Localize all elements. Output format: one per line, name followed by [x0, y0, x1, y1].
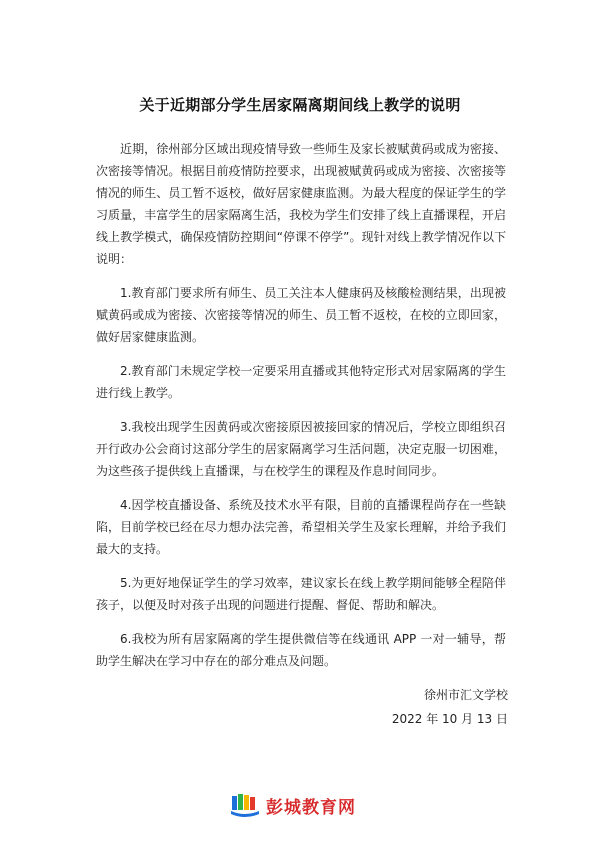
list-item-2: 2.教育部门未规定学校一定要采用直播或其他特定形式对居家隔离的学生进行线上教学。	[96, 364, 506, 400]
list-item-1: 1.教育部门要求所有师生、员工关注本人健康码及核酸检测结果，出现被赋黄码或成为密接、次密接等情况的师生、员工暂不返校，在校的立即回家，做好居家健康监测。	[96, 286, 506, 344]
intro-paragraph: 近期，徐州部分区域出现疫情导致一些师生及家长被赋黄码或成为密接、次密接等情况。根据目前疫情防控要求，出现被赋黄码或成为密接、次密接等情况的师生、员工暂不返校，做好居家健康监测。为最大程度的保证学生的学习质量，丰富学生的居家隔离生活，我校为学生们安排了线上直播课程，开启线上教学模式，确保疫情防控期间“停课不停学”。现针对线上教学情况作以下说明：	[96, 142, 506, 266]
document-body	[96, 138, 506, 684]
document-title: 关于近期部分学生居家隔离期间线上教学的说明	[139, 96, 461, 114]
list-item-6: 6.我校为所有居家隔离的学生提供微信等在线通讯 APP 一对一辅导，帮助学生解决在学习中存在的部分难点及问题。	[96, 632, 506, 668]
list-item-3: 3.我校出现学生因黄码或次密接原因被接回家的情况后，学校立即组织召开行政办公会商讨这部分学生的居家隔离学习生活问题，决定克服一切困难，为这些孩子提供线上直播课，与在校学生的课程及作息时间同步。	[96, 420, 506, 478]
list-item-4: 4.因学校直播设备、系统及技术水平有限，目前的直播课程尚存在一些缺陷，目前学校已经在尽力想办法完善，希望相关学生及家长理解，并给予我们最大的支持。	[96, 498, 506, 556]
list-item-5: 5.为更好地保证学生的学习效率，建议家长在线上教学期间能够全程陪伴孩子，以便及时对孩子出现的问题进行提醒、督促、帮助和解决。	[96, 576, 506, 612]
signature-block	[392, 683, 508, 731]
book-logo-icon	[230, 792, 260, 818]
signature-org: 徐州市汇文学校	[423, 688, 508, 702]
signature-date: 2022 年 10 月 13 日	[391, 712, 508, 726]
footer-logo[interactable]	[230, 792, 356, 818]
logo-text: 彭城教育网	[266, 797, 356, 818]
